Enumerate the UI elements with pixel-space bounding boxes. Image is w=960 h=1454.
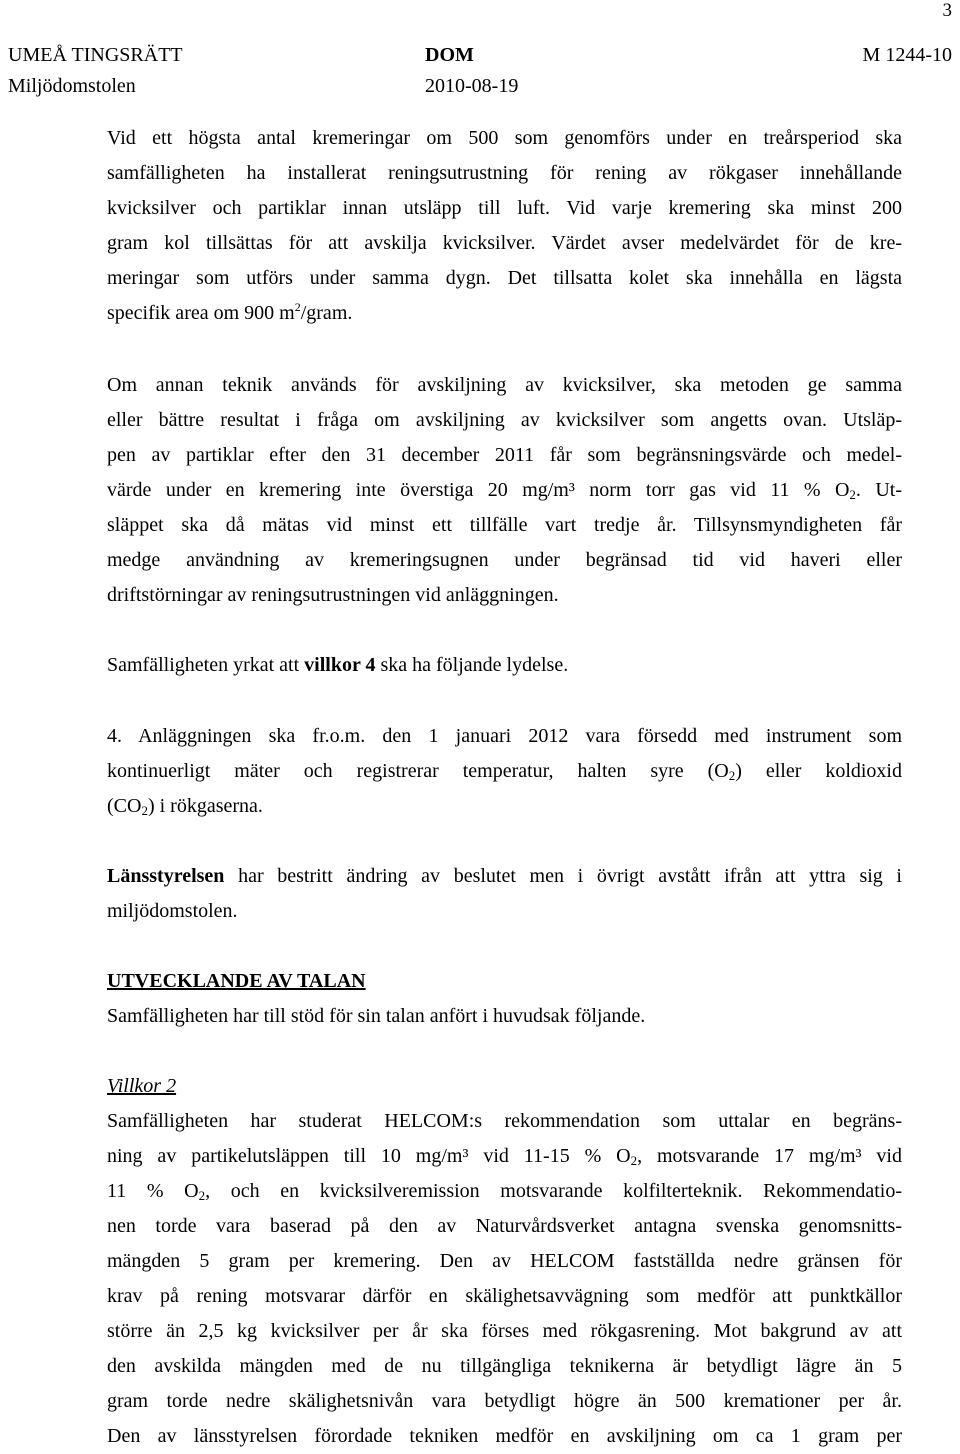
text-line: Samfälligheten har till stöd för sin talan anfört i huvudsak följande. xyxy=(107,1005,646,1027)
document-type: DOM xyxy=(425,44,474,66)
text-line: krav på rening motsvarar därför en skälighetsavvägning som medför att punktkällor xyxy=(107,1285,902,1307)
text-line: den avskilda mängden med de nu tillgängliga teknikerna är betydligt lägre än 5 xyxy=(107,1355,902,1377)
page-number: 3 xyxy=(942,0,952,21)
text-line: samfälligheten ha installerat reningsutrustning för rening av rökgaser innehållande xyxy=(107,162,902,184)
subscript: 2 xyxy=(849,487,856,502)
paragraph-claim-condition-4 xyxy=(107,648,902,683)
text-line xyxy=(107,859,902,894)
text-line xyxy=(107,789,902,824)
text-line: kvicksilver och partiklar innan utsläpp till luft. Vid varje kremering ska minst 200 xyxy=(107,197,902,219)
text-line: släppet ska då mätas vid minst ett tillfälle vart tredje år. Tillsynsmyndigheten får xyxy=(107,514,902,536)
document-date: 2010-08-19 xyxy=(425,75,519,97)
text-line: större än 2,5 kg kvicksilver per år ska förses med rökgasrening. Mot bakgrund av att xyxy=(107,1320,902,1342)
text-span: /gram. xyxy=(300,302,353,324)
text-line: meringar som utförs under samma dygn. Det tillsatta kolet ska innehålla en lägsta xyxy=(107,267,902,289)
text-line: Den av länsstyrelsen förordade tekniken medför en avskiljning om ca 1 gram per xyxy=(107,1425,902,1447)
text-line: Samfälligheten har studerat HELCOM:s rekommendation som uttalar en begräns- xyxy=(107,1110,902,1132)
text-span: ning av partikelutsläppen till 10 mg/m³ vid 11-15 % O xyxy=(107,1145,631,1167)
text-span: ) i rökgaserna. xyxy=(147,795,263,817)
text-span: . Ut- xyxy=(855,479,902,501)
text-line: nen torde vara baserad på den av Naturvårdsverket antagna svenska genomsnitts- xyxy=(107,1215,902,1237)
text-line: mängden 5 gram per kremering. Den av HELCOM fastställda nedre gränsen för xyxy=(107,1250,902,1272)
section-development-of-claim xyxy=(107,964,902,1034)
text-line xyxy=(107,754,902,789)
court-name: UMEÅ TINGSRÄTT xyxy=(8,44,183,66)
paragraph-condition-mercury xyxy=(107,121,902,331)
text-line xyxy=(107,648,902,683)
text-line xyxy=(107,1139,902,1174)
text-line: eller bättre resultat i fråga om avskiljning av kvicksilver som angetts ovan. Utsläp- xyxy=(107,409,902,431)
text-span: värde under en kremering inte överstiga 20 mg/m³ norm torr gas vid 11 % O xyxy=(107,479,850,501)
text-span: Samfälligheten yrkat att xyxy=(107,654,305,676)
case-number: M 1244-10 xyxy=(862,44,952,66)
text-line: medge användning av kremeringsugnen under begränsad tid vid haveri eller xyxy=(107,549,902,571)
text-line: 4. Anläggningen ska fr.o.m. den 1 januari 2012 vara försedd med instrument som xyxy=(107,725,902,747)
text-span: ska ha följande lydelse. xyxy=(375,654,569,676)
paragraph-county-board xyxy=(107,859,902,929)
subsection-heading: Villkor 2 xyxy=(107,1075,177,1097)
text-line xyxy=(107,296,902,331)
text-line: pen av partiklar efter den 31 december 2011 får som begränsningsvärde och medel- xyxy=(107,444,902,466)
court-division: Miljödomstolen xyxy=(8,75,136,97)
text-line: miljödomstolen. xyxy=(107,900,238,922)
text-span: kontinuerligt mäter och registrerar temperatur, halten syre (O xyxy=(107,760,729,782)
text-line xyxy=(107,473,902,508)
subsection-villkor-2 xyxy=(107,1069,902,1454)
text-span: , och en kvicksilveremission motsvarande kolfilterteknik. Rekommendatio- xyxy=(205,1180,902,1202)
bold-text: Länsstyrelsen xyxy=(107,865,225,887)
paragraph-condition-4-wording xyxy=(107,719,902,824)
text-line: Vid ett högsta antal kremeringar om 500 som genomförs under en treårsperiod ska xyxy=(107,127,902,149)
subscript: 2 xyxy=(141,803,148,818)
text-line xyxy=(107,1174,902,1209)
text-line: Om annan teknik används för avskiljning av kvicksilver, ska metoden ge samma xyxy=(107,374,902,396)
bold-text: villkor 4 xyxy=(304,654,376,676)
subscript: 2 xyxy=(198,1188,206,1203)
text-span: 11 % O xyxy=(107,1180,199,1202)
text-span: (CO xyxy=(107,795,142,817)
text-span: ) eller koldioxid xyxy=(735,760,902,782)
subscript: 2 xyxy=(728,768,736,783)
superscript: 2 xyxy=(294,300,301,314)
section-heading: UTVECKLANDE AV TALAN xyxy=(107,970,366,992)
text-line: gram kol tillsättas för att avskilja kvicksilver. Värdet avser medelvärdet för de kre- xyxy=(107,232,902,254)
text-span: specifik area om 900 m xyxy=(107,302,295,324)
paragraph-alternative-technique xyxy=(107,368,902,613)
text-line: driftstörningar av reningsutrustningen vid anläggningen. xyxy=(107,584,559,606)
subscript: 2 xyxy=(630,1153,638,1168)
text-span: har bestritt ändring av beslutet men i övrigt avstått ifrån att yttra sig i xyxy=(224,865,902,887)
text-span: , motsvarande 17 mg/m³ vid xyxy=(637,1145,902,1167)
text-line: gram torde nedre skälighetsnivån vara betydligt högre än 500 kremationer per år. xyxy=(107,1390,902,1412)
